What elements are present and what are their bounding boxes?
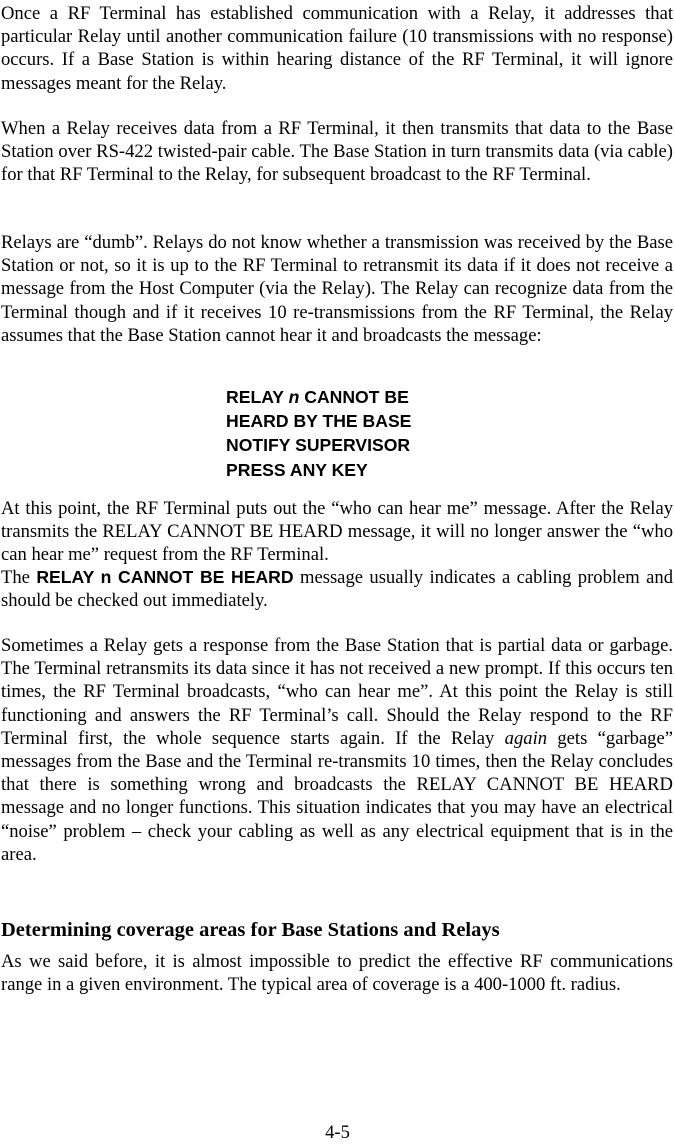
section-heading: Determining coverage areas for Base Stations and Relays [1, 919, 500, 941]
paragraph-garbage-data: Sometimes a Relay gets a response from the Base Station that is partial data or garbage. The Terminal retransmits its data since it has not received a new prompt. If this occurs ten times, the RF Terminal broadcasts, “who can hear me”. At this point the Relay is still functioning and answers the RF Terminal’s call. Should the Relay respond to the RF Terminal first, the whole sequence starts again. If the Relay again gets “garbage” messages from the Base and the Terminal re-transmits 10 times, then the Relay concludes that there is something wrong and broadcasts the RELAY CANNOT BE HEARD message and no longer functions. This situation indicates that you may have an electrical “noise” problem – check your cabling as well as any electrical equipment that is in the area. [1, 635, 673, 865]
paragraph-who-can-hear-me: At this point, the RF Terminal puts out the “who can hear me” message. After the Relay transmits the RELAY CANNOT BE HEARD message, it will no longer answer the “who can hear me” request from the RF Terminal. [1, 498, 673, 566]
paragraph-relay-transmission: When a Relay receives data from a RF Terminal, it then transmits that data to the Base Station over RS-422 twisted-pair cable. The Base Station in turn transmits data (via cable) for that RF Terminal to the Relay, for subsequent broadcast to the RF Terminal. [1, 118, 673, 186]
message-name-inline: RELAY n CANNOT BE HEARD [36, 567, 294, 587]
screen-line-4: PRESS ANY KEY [226, 459, 368, 480]
paragraph-coverage-range: As we said before, it is almost impossible to predict the effective RF communications range in a given environment. The typical area of coverage is a 400-1000 ft. radius. [1, 951, 673, 996]
paragraph-relays-dumb: Relays are “dumb”. Relays do not know whether a transmission was received by the Base Station or not, so it is up to the RF Terminal to retransmit its data if it does not receive a message from the Host Computer (via the Relay). The Relay can recognize data from the Terminal though and if it receives 10 re-transmissions from the RF Terminal, the Relay assumes that the Base Station cannot hear it and broadcasts the message: [1, 232, 673, 346]
relay-variable: n [288, 387, 300, 407]
screen-line-3: NOTIFY SUPERVISOR [226, 435, 411, 456]
paragraph-cabling-problem: The RELAY n CANNOT BE HEARD message usually indicates a cabling problem and should be checked out immediately. [1, 567, 673, 612]
screen-line-2: HEARD BY THE BASE [226, 411, 412, 432]
page-number: 4-5 [325, 1122, 350, 1143]
screen-line-1: RELAY n CANNOT BE [226, 387, 409, 407]
paragraph-relay-addressing: Once a RF Terminal has established communication with a Relay, it addresses that particular Relay until another communication failure (10 transmissions with no response) occurs. If a Base Station is within hearing distance of the RF Terminal, it will ignore messages meant for the Relay. [1, 3, 673, 94]
terminal-screen-message [226, 385, 411, 482]
